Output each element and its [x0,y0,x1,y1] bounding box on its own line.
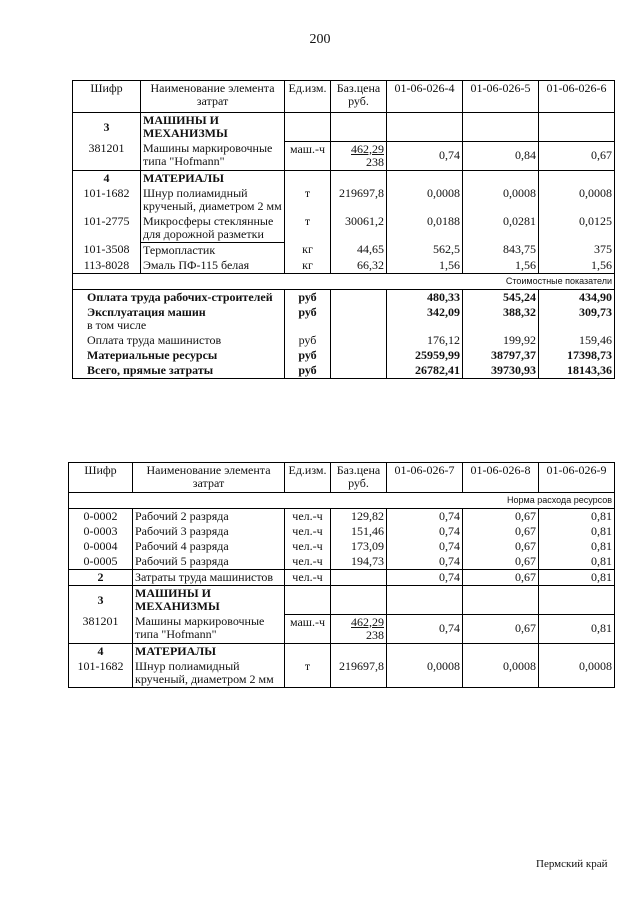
summary-value: 434,90 [539,289,615,305]
summary-label: Материальные ресурсы [73,348,285,363]
row-unit: чел.-ч [285,509,331,525]
row-unit: маш.-ч [285,141,331,170]
header-name: Наименование элемента затрат [141,81,285,113]
header-unit: Ед.изм. [285,81,331,113]
row-name: Шнур полиамидный крученый, диаметром 2 мм [141,186,285,214]
summary-value: 18143,36 [539,363,615,379]
section-row [69,643,615,659]
row-value: 0,0188 [387,214,463,243]
header-col-3: 01-06-026-9 [539,463,615,493]
table-row [73,141,615,170]
row-price: 44,65 [331,242,387,258]
row-value: 0,67 [463,524,539,539]
row-value: 0,67 [463,509,539,525]
row-code: 381201 [69,614,133,643]
row-value: 0,81 [539,524,615,539]
summary-unit: руб [285,305,331,333]
row-code: 0-0005 [69,554,133,570]
summary-row [73,348,615,363]
row-name: Рабочий 2 разряда [133,509,285,525]
row-unit: т [285,186,331,214]
summary-value: 38797,37 [463,348,539,363]
row-name: Микросферы стеклянные для дорожной разметки [141,214,285,243]
row-value: 0,67 [463,554,539,570]
row-unit: маш.-ч [285,614,331,643]
row-unit: т [285,214,331,243]
summary-value: 26782,41 [387,363,463,379]
row-value: 0,0281 [463,214,539,243]
row-name: Шнур полиамидный крученый, диаметром 2 мм [133,659,285,688]
row-unit: чел.-ч [285,539,331,554]
row-code: 101-2775 [73,214,141,243]
summary-value: 17398,73 [539,348,615,363]
row-price [331,570,387,586]
table-row [73,242,615,258]
section-code: 4 [69,643,133,659]
table-row [69,570,615,586]
row-price [331,141,387,170]
row-value: 0,81 [539,570,615,586]
row-code: 2 [69,570,133,586]
row-value: 843,75 [463,242,539,258]
summary-unit: руб [285,333,331,348]
row-value: 0,0008 [463,186,539,214]
caption-row [69,493,615,509]
row-code: 101-3508 [73,242,141,258]
row-code: 101-1682 [73,186,141,214]
caption-row [73,273,615,289]
section-code: 3 [69,586,133,615]
table-row [69,554,615,570]
header-code: Шифр [69,463,133,493]
row-unit: чел.-ч [285,554,331,570]
header-code: Шифр [73,81,141,113]
summary-unit: руб [285,348,331,363]
region-footer: Пермский край [536,858,608,870]
row-value: 562,5 [387,242,463,258]
summary-row [73,305,615,333]
row-unit: кг [285,258,331,274]
price-value: 462,29 [351,614,384,629]
page-number: 200 [309,32,331,47]
table-row [73,186,615,214]
row-unit: т [285,659,331,688]
row-value: 0,81 [539,554,615,570]
section-title: МАШИНЫ И МЕХАНИЗМЫ [133,586,285,615]
summary-row [73,289,615,305]
row-price: 66,32 [331,258,387,274]
summary-value: 388,32 [463,305,539,333]
row-value: 0,74 [387,524,463,539]
row-value: 0,0008 [539,659,615,688]
row-value: 0,74 [387,554,463,570]
summary-value: 39730,93 [463,363,539,379]
summary-value: 309,73 [539,305,615,333]
row-value: 0,74 [387,614,463,643]
row-value: 0,81 [539,614,615,643]
row-value: 0,0008 [539,186,615,214]
price-sub: 238 [366,627,384,642]
row-value: 1,56 [463,258,539,274]
row-code: 0-0003 [69,524,133,539]
summary-label: Оплата труда рабочих-строителей [73,289,285,305]
row-code: 101-1682 [69,659,133,688]
row-value: 0,67 [539,141,615,170]
row-code: 113-8028 [73,258,141,274]
row-value: 0,67 [463,614,539,643]
summary-label: Всего, прямые затраты [73,363,285,379]
row-price: 194,73 [331,554,387,570]
header-col-2: 01-06-026-5 [463,81,539,113]
header-price: Баз.цена руб. [331,463,387,493]
row-name: Рабочий 4 разряда [133,539,285,554]
row-value: 0,67 [463,539,539,554]
table-header-row [73,81,615,113]
section-code: 3 [73,113,141,142]
table-row [69,509,615,525]
row-name: Эмаль ПФ-115 белая [141,258,285,274]
summary-value: 199,92 [463,333,539,348]
row-name: Рабочий 3 разряда [133,524,285,539]
section-row [73,170,615,186]
summary-unit: руб [285,363,331,379]
row-code: 381201 [73,141,141,170]
row-value: 0,74 [387,539,463,554]
row-name: Рабочий 5 разряда [133,554,285,570]
norm-caption: Норма расхода ресурсов [69,493,615,509]
table-row [69,614,615,643]
row-price: 30061,2 [331,214,387,243]
row-price: 129,82 [331,509,387,525]
table-row [69,524,615,539]
row-code: 0-0004 [69,539,133,554]
summary-value: 159,46 [539,333,615,348]
summary-row [73,363,615,379]
row-value: 0,0008 [463,659,539,688]
row-value: 0,81 [539,509,615,525]
header-unit: Ед.изм. [285,463,331,493]
cost-table-2 [68,462,615,688]
row-price: 151,46 [331,524,387,539]
table-row [69,539,615,554]
table-row [69,659,615,688]
row-code: 0-0002 [69,509,133,525]
row-name: Машины маркировочные типа "Hofmann" [141,141,285,170]
summary-label-cell [73,305,285,333]
row-price [331,614,387,643]
row-unit: чел.-ч [285,570,331,586]
row-value: 0,0008 [387,186,463,214]
summary-value: 342,09 [387,305,463,333]
summary-value: 480,33 [387,289,463,305]
table-header-row [69,463,615,493]
row-price: 219697,8 [331,186,387,214]
row-value: 0,74 [387,141,463,170]
summary-label: Оплата труда машинистов [73,333,285,348]
section-title: МАТЕРИАЛЫ [141,170,285,186]
summary-value: 176,12 [387,333,463,348]
header-col-3: 01-06-026-6 [539,81,615,113]
table-row [73,214,615,243]
header-col-1: 01-06-026-4 [387,81,463,113]
row-value: 0,74 [387,570,463,586]
price-sub: 238 [366,154,384,169]
header-col-1: 01-06-026-7 [387,463,463,493]
row-value: 0,81 [539,539,615,554]
section-title: МАШИНЫ И МЕХАНИЗМЫ [141,113,285,142]
row-value: 0,84 [463,141,539,170]
row-unit: кг [285,242,331,258]
row-value: 0,0125 [539,214,615,243]
row-price: 219697,8 [331,659,387,688]
summary-sublabel: в том числе [87,317,147,332]
row-value: 1,56 [539,258,615,274]
section-row [69,586,615,615]
summary-row [73,333,615,348]
row-unit: чел.-ч [285,524,331,539]
row-value: 0,67 [463,570,539,586]
row-price: 173,09 [331,539,387,554]
summary-caption: Стоимостные показатели [73,273,615,289]
price-value: 462,29 [351,141,384,156]
row-name: Термопластик [141,242,285,258]
row-value: 1,56 [387,258,463,274]
row-value: 0,74 [387,509,463,525]
section-code: 4 [73,170,141,186]
summary-value: 545,24 [463,289,539,305]
section-title: МАТЕРИАЛЫ [133,643,285,659]
row-value: 375 [539,242,615,258]
summary-label: Эксплуатация машин [87,304,206,319]
header-col-2: 01-06-026-8 [463,463,539,493]
cost-table-1 [72,80,615,379]
row-name: Машины маркировочные типа "Hofmann" [133,614,285,643]
header-price: Баз.цена руб. [331,81,387,113]
header-name: Наименование элемента затрат [133,463,285,493]
row-name: Затраты труда машинистов [133,570,285,586]
section-row [73,113,615,142]
table-row [73,258,615,274]
summary-value: 25959,99 [387,348,463,363]
summary-unit: руб [285,289,331,305]
row-value: 0,0008 [387,659,463,688]
